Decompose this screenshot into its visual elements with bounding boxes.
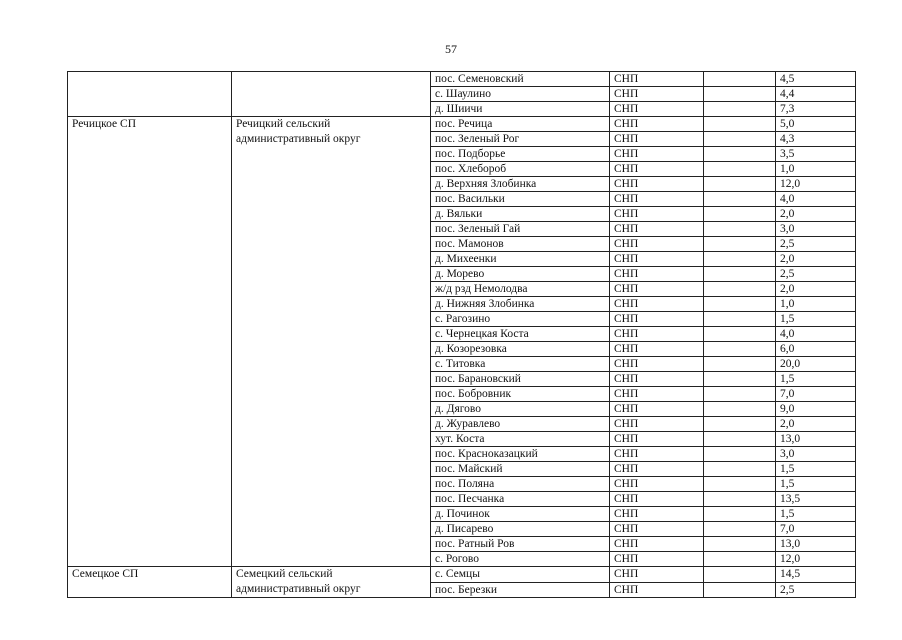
settlement-cell: пос. Семеновский: [431, 72, 610, 87]
type-cell: СНП: [610, 117, 704, 132]
type-cell: СНП: [610, 342, 704, 357]
empty-cell: [704, 537, 776, 552]
table-row: [68, 567, 856, 583]
type-cell: СНП: [610, 177, 704, 192]
settlement-cell: д. Верхняя Злобинка: [431, 177, 610, 192]
settlement-cell: пос. Майский: [431, 462, 610, 477]
settlement-cell: пос. Песчанка: [431, 492, 610, 507]
settlement-cell: д. Дягово: [431, 402, 610, 417]
settlement-cell: с. Чернецкая Коста: [431, 327, 610, 342]
empty-cell: [704, 342, 776, 357]
value-cell: 14,5: [776, 567, 856, 583]
settlement-cell: пос. Ратный Ров: [431, 537, 610, 552]
empty-cell: [704, 447, 776, 462]
value-cell: 4,5: [776, 72, 856, 87]
type-cell: СНП: [610, 192, 704, 207]
type-cell: СНП: [610, 222, 704, 237]
value-cell: 13,0: [776, 537, 856, 552]
settlement-cell: пос. Зеленый Гай: [431, 222, 610, 237]
municipality-cell: [68, 72, 232, 117]
empty-cell: [704, 387, 776, 402]
table-row: [68, 72, 856, 87]
empty-cell: [704, 132, 776, 147]
type-cell: СНП: [610, 267, 704, 282]
settlement-cell: пос. Березки: [431, 582, 610, 598]
empty-cell: [704, 162, 776, 177]
value-cell: 2,5: [776, 237, 856, 252]
empty-cell: [704, 237, 776, 252]
empty-cell: [704, 492, 776, 507]
empty-cell: [704, 72, 776, 87]
empty-cell: [704, 462, 776, 477]
type-cell: СНП: [610, 297, 704, 312]
type-cell: СНП: [610, 477, 704, 492]
empty-cell: [704, 312, 776, 327]
empty-cell: [704, 417, 776, 432]
value-cell: 4,0: [776, 192, 856, 207]
settlement-cell: пос. Бобровник: [431, 387, 610, 402]
empty-cell: [704, 507, 776, 522]
district-cell: [232, 72, 431, 117]
settlement-cell: пос. Подборье: [431, 147, 610, 162]
type-cell: СНП: [610, 492, 704, 507]
settlement-cell: д. Вяльки: [431, 207, 610, 222]
type-cell: СНП: [610, 537, 704, 552]
settlement-cell: пос. Васильки: [431, 192, 610, 207]
empty-cell: [704, 177, 776, 192]
value-cell: 2,0: [776, 252, 856, 267]
settlement-cell: пос. Поляна: [431, 477, 610, 492]
value-cell: 1,0: [776, 297, 856, 312]
empty-cell: [704, 267, 776, 282]
value-cell: 1,5: [776, 507, 856, 522]
value-cell: 7,0: [776, 387, 856, 402]
empty-cell: [704, 117, 776, 132]
settlement-cell: с. Рагозино: [431, 312, 610, 327]
type-cell: СНП: [610, 87, 704, 102]
type-cell: СНП: [610, 567, 704, 583]
municipality-cell: Семецкое СП: [68, 567, 232, 598]
type-cell: СНП: [610, 162, 704, 177]
value-cell: 2,5: [776, 582, 856, 598]
type-cell: СНП: [610, 552, 704, 567]
type-cell: СНП: [610, 462, 704, 477]
value-cell: 1,0: [776, 162, 856, 177]
value-cell: 13,0: [776, 432, 856, 447]
type-cell: СНП: [610, 522, 704, 537]
value-cell: 3,0: [776, 447, 856, 462]
empty-cell: [704, 147, 776, 162]
settlement-cell: д. Нижняя Злобинка: [431, 297, 610, 312]
type-cell: СНП: [610, 582, 704, 598]
settlement-cell: д. Морево: [431, 267, 610, 282]
type-cell: СНП: [610, 387, 704, 402]
type-cell: СНП: [610, 447, 704, 462]
type-cell: СНП: [610, 372, 704, 387]
type-cell: СНП: [610, 237, 704, 252]
value-cell: 5,0: [776, 117, 856, 132]
empty-cell: [704, 567, 776, 583]
value-cell: 3,0: [776, 222, 856, 237]
page-number: 57: [445, 42, 457, 56]
empty-cell: [704, 87, 776, 102]
type-cell: СНП: [610, 252, 704, 267]
settlement-cell: д. Михеенки: [431, 252, 610, 267]
value-cell: 2,0: [776, 282, 856, 297]
value-cell: 9,0: [776, 402, 856, 417]
type-cell: СНП: [610, 402, 704, 417]
type-cell: СНП: [610, 132, 704, 147]
type-cell: СНП: [610, 432, 704, 447]
empty-cell: [704, 222, 776, 237]
type-cell: СНП: [610, 327, 704, 342]
settlement-cell: с. Титовка: [431, 357, 610, 372]
district-cell: Речицкий сельский административный округ: [232, 117, 431, 567]
value-cell: 2,0: [776, 417, 856, 432]
type-cell: СНП: [610, 102, 704, 117]
type-cell: СНП: [610, 357, 704, 372]
value-cell: 7,0: [776, 522, 856, 537]
settlement-cell: д. Журавлево: [431, 417, 610, 432]
settlement-cell: пос. Зеленый Рог: [431, 132, 610, 147]
empty-cell: [704, 192, 776, 207]
empty-cell: [704, 477, 776, 492]
district-cell: Семецкий сельский административный округ: [232, 567, 431, 598]
type-cell: СНП: [610, 417, 704, 432]
value-cell: 4,3: [776, 132, 856, 147]
settlement-cell: д. Починок: [431, 507, 610, 522]
empty-cell: [704, 327, 776, 342]
settlement-cell: д. Козорезовка: [431, 342, 610, 357]
empty-cell: [704, 552, 776, 567]
settlement-cell: пос. Красноказацкий: [431, 447, 610, 462]
type-cell: СНП: [610, 72, 704, 87]
empty-cell: [704, 297, 776, 312]
table-body: [68, 72, 856, 598]
value-cell: 13,5: [776, 492, 856, 507]
empty-cell: [704, 102, 776, 117]
type-cell: СНП: [610, 507, 704, 522]
settlement-cell: пос. Хлебороб: [431, 162, 610, 177]
empty-cell: [704, 432, 776, 447]
value-cell: 12,0: [776, 552, 856, 567]
value-cell: 12,0: [776, 177, 856, 192]
value-cell: 3,5: [776, 147, 856, 162]
type-cell: СНП: [610, 147, 704, 162]
settlement-cell: пос. Мамонов: [431, 237, 610, 252]
empty-cell: [704, 522, 776, 537]
value-cell: 1,5: [776, 312, 856, 327]
value-cell: 2,0: [776, 207, 856, 222]
settlement-cell: д. Писарево: [431, 522, 610, 537]
value-cell: 7,3: [776, 102, 856, 117]
settlement-cell: с. Семцы: [431, 567, 610, 583]
empty-cell: [704, 582, 776, 598]
value-cell: 20,0: [776, 357, 856, 372]
value-cell: 1,5: [776, 477, 856, 492]
settlement-cell: пос. Барановский: [431, 372, 610, 387]
empty-cell: [704, 207, 776, 222]
settlement-cell: д. Шиичи: [431, 102, 610, 117]
settlement-cell: пос. Речица: [431, 117, 610, 132]
value-cell: 1,5: [776, 462, 856, 477]
value-cell: 1,5: [776, 372, 856, 387]
table-row: [68, 117, 856, 132]
value-cell: 4,0: [776, 327, 856, 342]
empty-cell: [704, 372, 776, 387]
value-cell: 6,0: [776, 342, 856, 357]
empty-cell: [704, 282, 776, 297]
empty-cell: [704, 402, 776, 417]
settlement-cell: с. Рогово: [431, 552, 610, 567]
municipality-cell: Речицкое СП: [68, 117, 232, 567]
value-cell: 2,5: [776, 267, 856, 282]
empty-cell: [704, 252, 776, 267]
settlement-cell: с. Шаулино: [431, 87, 610, 102]
settlement-cell: ж/д рзд Немолодва: [431, 282, 610, 297]
type-cell: СНП: [610, 207, 704, 222]
type-cell: СНП: [610, 312, 704, 327]
value-cell: 4,4: [776, 87, 856, 102]
empty-cell: [704, 357, 776, 372]
type-cell: СНП: [610, 282, 704, 297]
settlements-table: [67, 71, 856, 598]
settlement-cell: хут. Коста: [431, 432, 610, 447]
